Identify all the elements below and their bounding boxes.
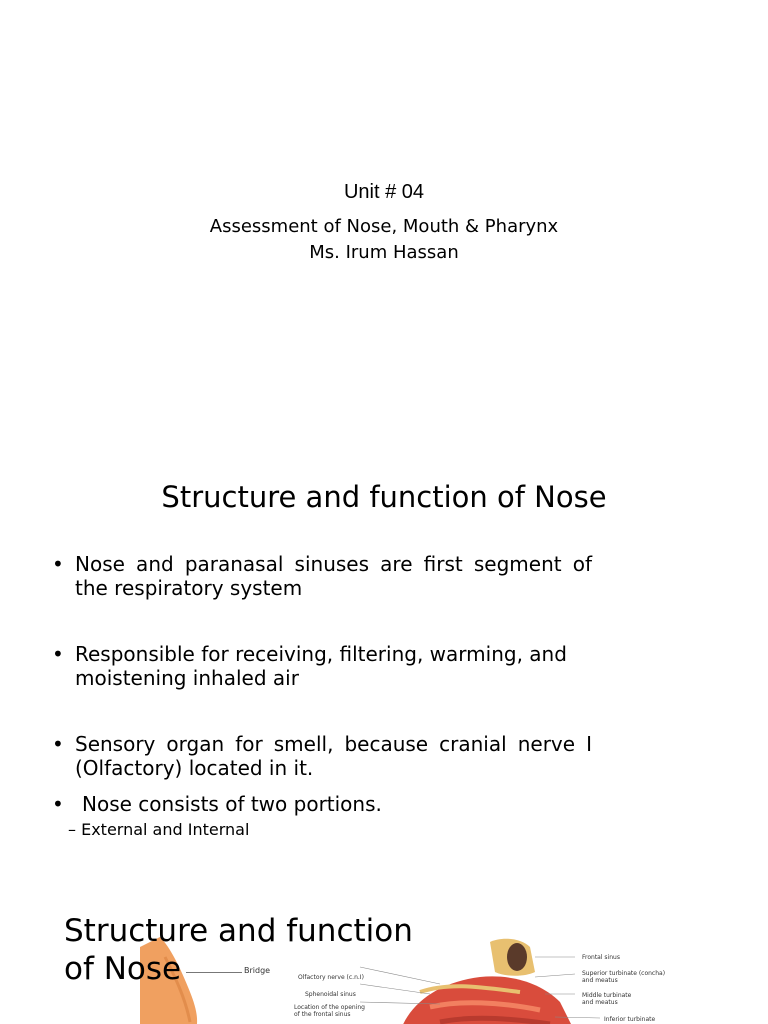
presenter-name: Ms. Irum Hassan	[309, 242, 459, 263]
content-slide	[0, 430, 768, 892]
bullet-text: Nose consists of two portions.	[82, 792, 382, 816]
bullet-dot: •	[52, 792, 64, 816]
sub-bullet: – External and Internal	[68, 820, 250, 839]
frontal-opening-label: Location of the opening of the frontal sinus	[294, 1004, 365, 1018]
bullet-text: Sensory organ for smell, because cranial nerve I (Olfactory) located in it.	[75, 732, 592, 780]
bullet-item	[52, 642, 592, 690]
sphenoid-sinus-label: Sphenoidal sinus	[305, 991, 356, 998]
bullet-item	[52, 792, 592, 816]
frontal-sinus-label: Frontal sinus	[582, 954, 620, 961]
superior-turbinate-label: Superior turbinate (concha) and meatus	[582, 970, 666, 984]
bullet-item	[52, 552, 592, 600]
title-slide	[0, 0, 768, 430]
bridge-label: Bridge	[244, 966, 271, 975]
bullet-text: Nose and paranasal sinuses are first segment of the respiratory system	[75, 552, 592, 600]
unit-number: Unit # 04	[343, 181, 425, 203]
anatomy-slide	[0, 892, 768, 1024]
bullet-dot: •	[52, 732, 64, 756]
bullet-dot: •	[52, 642, 64, 666]
slide-title	[64, 912, 413, 988]
presentation-subtitle: Assessment of Nose, Mouth & Pharynx	[209, 216, 559, 237]
inferior-turbinate-label: Inferior turbinate	[604, 1016, 656, 1023]
middle-turbinate-label: Middle turbinate and meatus	[582, 992, 632, 1006]
bullet-text: Responsible for receiving, filtering, warming, and moistening inhaled air	[75, 642, 567, 690]
olfactory-nerve-label: Olfactory nerve (c.n.I)	[298, 974, 364, 981]
title-line: of Nose	[64, 951, 182, 987]
bullet-dot: •	[52, 552, 64, 576]
bullet-item	[52, 732, 592, 780]
slide-title: Structure and function of Nose	[161, 480, 607, 514]
title-line: Structure and function	[64, 913, 413, 949]
